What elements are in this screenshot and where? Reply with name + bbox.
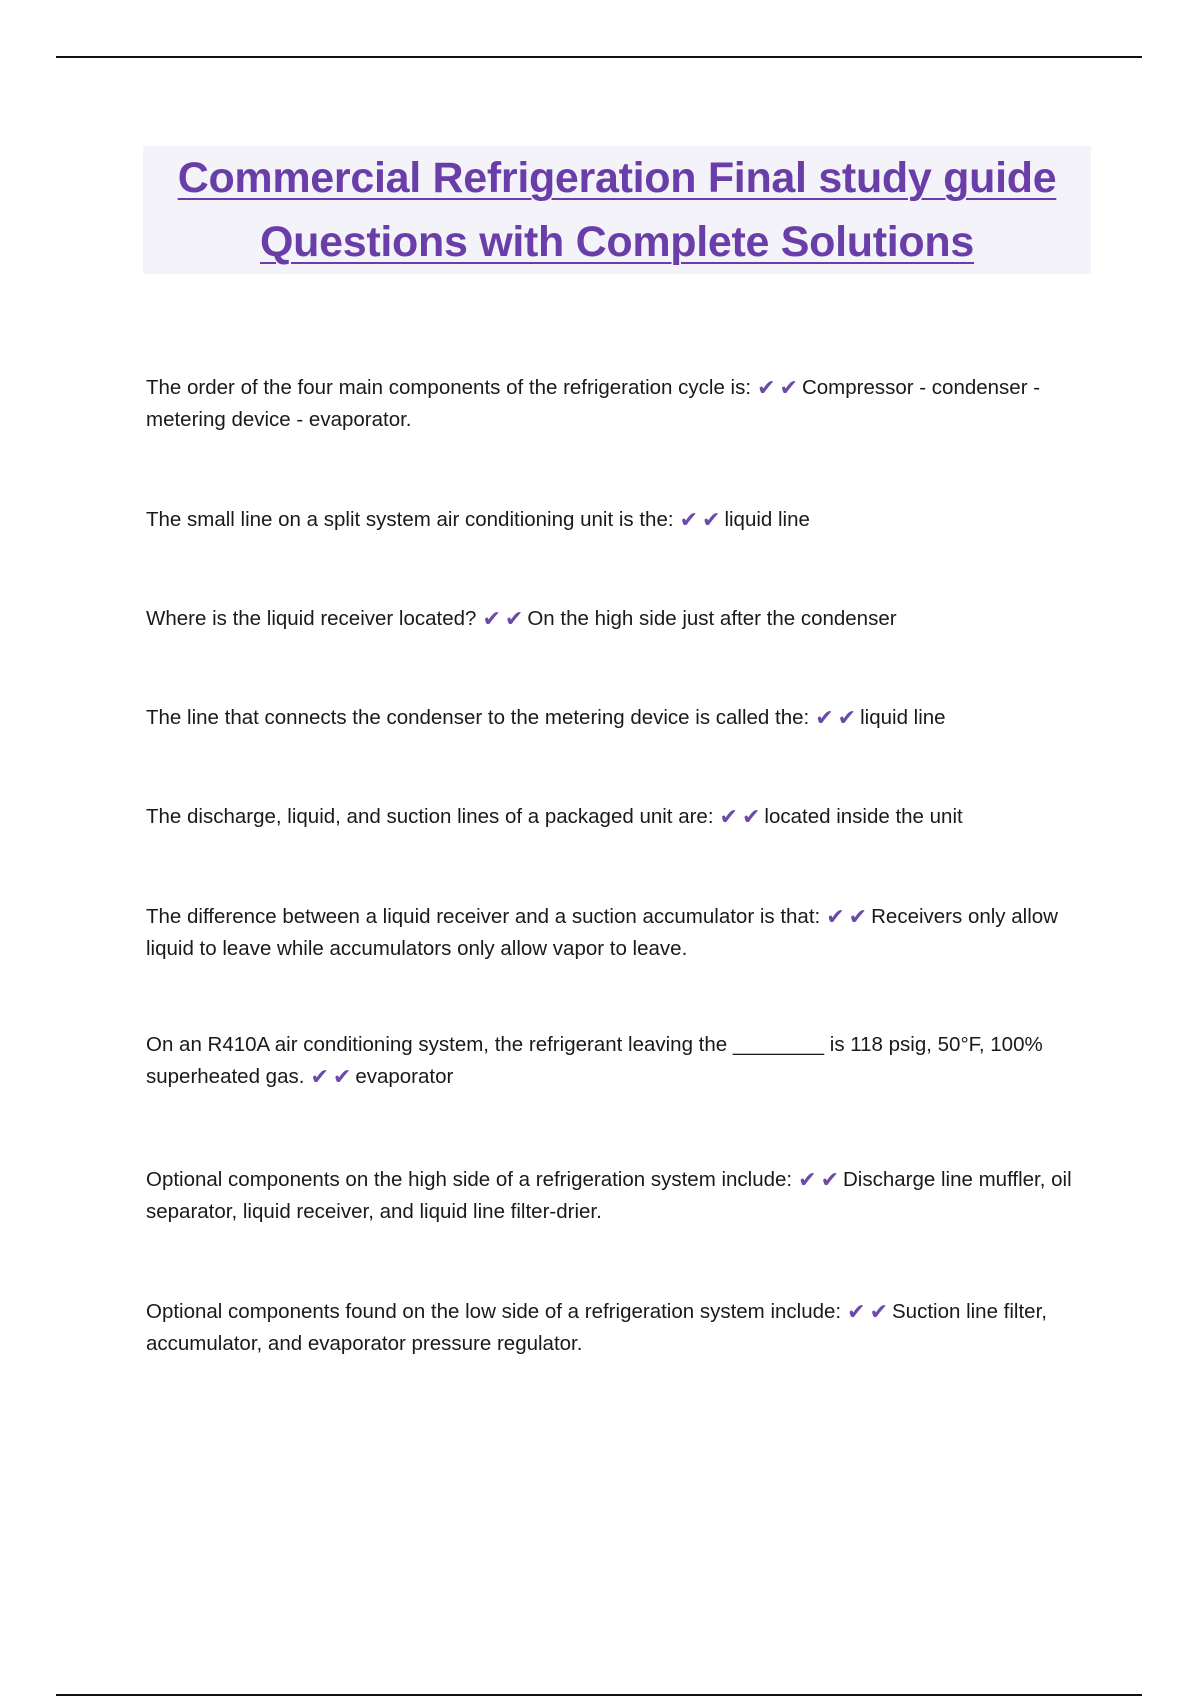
answer-text: Discharge line muffler, oil separator, liquid receiver, and liquid line filter-drier.: [146, 1168, 1072, 1223]
question-text: The line that connects the condenser to the metering device is called the:: [146, 706, 810, 729]
qa-item-5: [146, 801, 1076, 833]
question-text: The small line on a split system air conditioning unit is the:: [146, 508, 674, 531]
question-text: On an R410A air conditioning system, the refrigerant leaving the ________ is 118 psig, 50°F, 100% superheated gas.: [146, 1033, 1043, 1088]
check-icon: ✔: [869, 1299, 888, 1324]
check-icon: ✔: [332, 1064, 352, 1089]
check-icon: ✔: [779, 375, 798, 400]
question-text: The difference between a liquid receiver and a suction accumulator is that:: [146, 905, 821, 928]
qa-item-9: [146, 1296, 1076, 1360]
check-icon: ✔: [310, 1064, 329, 1089]
qa-item-3: [146, 603, 1076, 635]
answer-text: On the high side just after the condenser: [527, 607, 897, 630]
answer-text: liquid line: [724, 508, 810, 531]
title-line-2: Questions with Complete Solutions: [260, 218, 974, 266]
question-text: The discharge, liquid, and suction lines of a packaged unit are:: [146, 805, 714, 828]
check-icon: ✔: [504, 606, 524, 631]
check-icon: ✔: [482, 606, 501, 631]
check-icon: ✔: [820, 1167, 839, 1192]
title-line-1: Commercial Refrigeration Final study guide: [177, 154, 1057, 202]
question-text: Where is the liquid receiver located?: [146, 607, 477, 630]
footer-rule: [56, 1694, 1142, 1696]
check-icon: ✔: [719, 804, 738, 829]
answer-text: Compressor - condenser - metering device - evaporator.: [146, 376, 1041, 431]
title-block: [143, 146, 1091, 274]
qa-item-4: [146, 702, 1076, 734]
check-icon: ✔: [815, 705, 834, 730]
check-icon: ✔: [847, 1299, 866, 1324]
check-icon: ✔: [848, 904, 868, 929]
check-icon: ✔: [757, 375, 776, 400]
check-icon: ✔: [741, 804, 761, 829]
check-icon: ✔: [702, 507, 721, 532]
check-icon: ✔: [837, 705, 857, 730]
answer-text: evaporator: [355, 1065, 454, 1088]
check-icon: ✔: [826, 904, 845, 929]
question-text: The order of the four main components of the refrigeration cycle is:: [146, 376, 752, 399]
answer-text: liquid line: [860, 706, 946, 729]
answer-text: Receivers only allow liquid to leave while accumulators only allow vapor to leave.: [146, 905, 1058, 960]
qa-item-2: [146, 504, 1076, 536]
check-icon: ✔: [798, 1167, 817, 1192]
qa-item-1: [146, 372, 1076, 436]
answer-text: Suction line filter, accumulator, and evaporator pressure regulator.: [146, 1300, 1047, 1355]
qa-item-8: [146, 1164, 1076, 1228]
question-text: Optional components on the high side of a refrigeration system include:: [146, 1168, 793, 1191]
qa-item-6: [146, 901, 1076, 965]
answer-text: located inside the unit: [764, 805, 963, 828]
header-rule: [56, 56, 1142, 58]
check-icon: ✔: [679, 507, 698, 532]
question-text: Optional components found on the low side of a refrigeration system include:: [146, 1300, 842, 1323]
qa-item-7: [146, 1029, 1076, 1093]
